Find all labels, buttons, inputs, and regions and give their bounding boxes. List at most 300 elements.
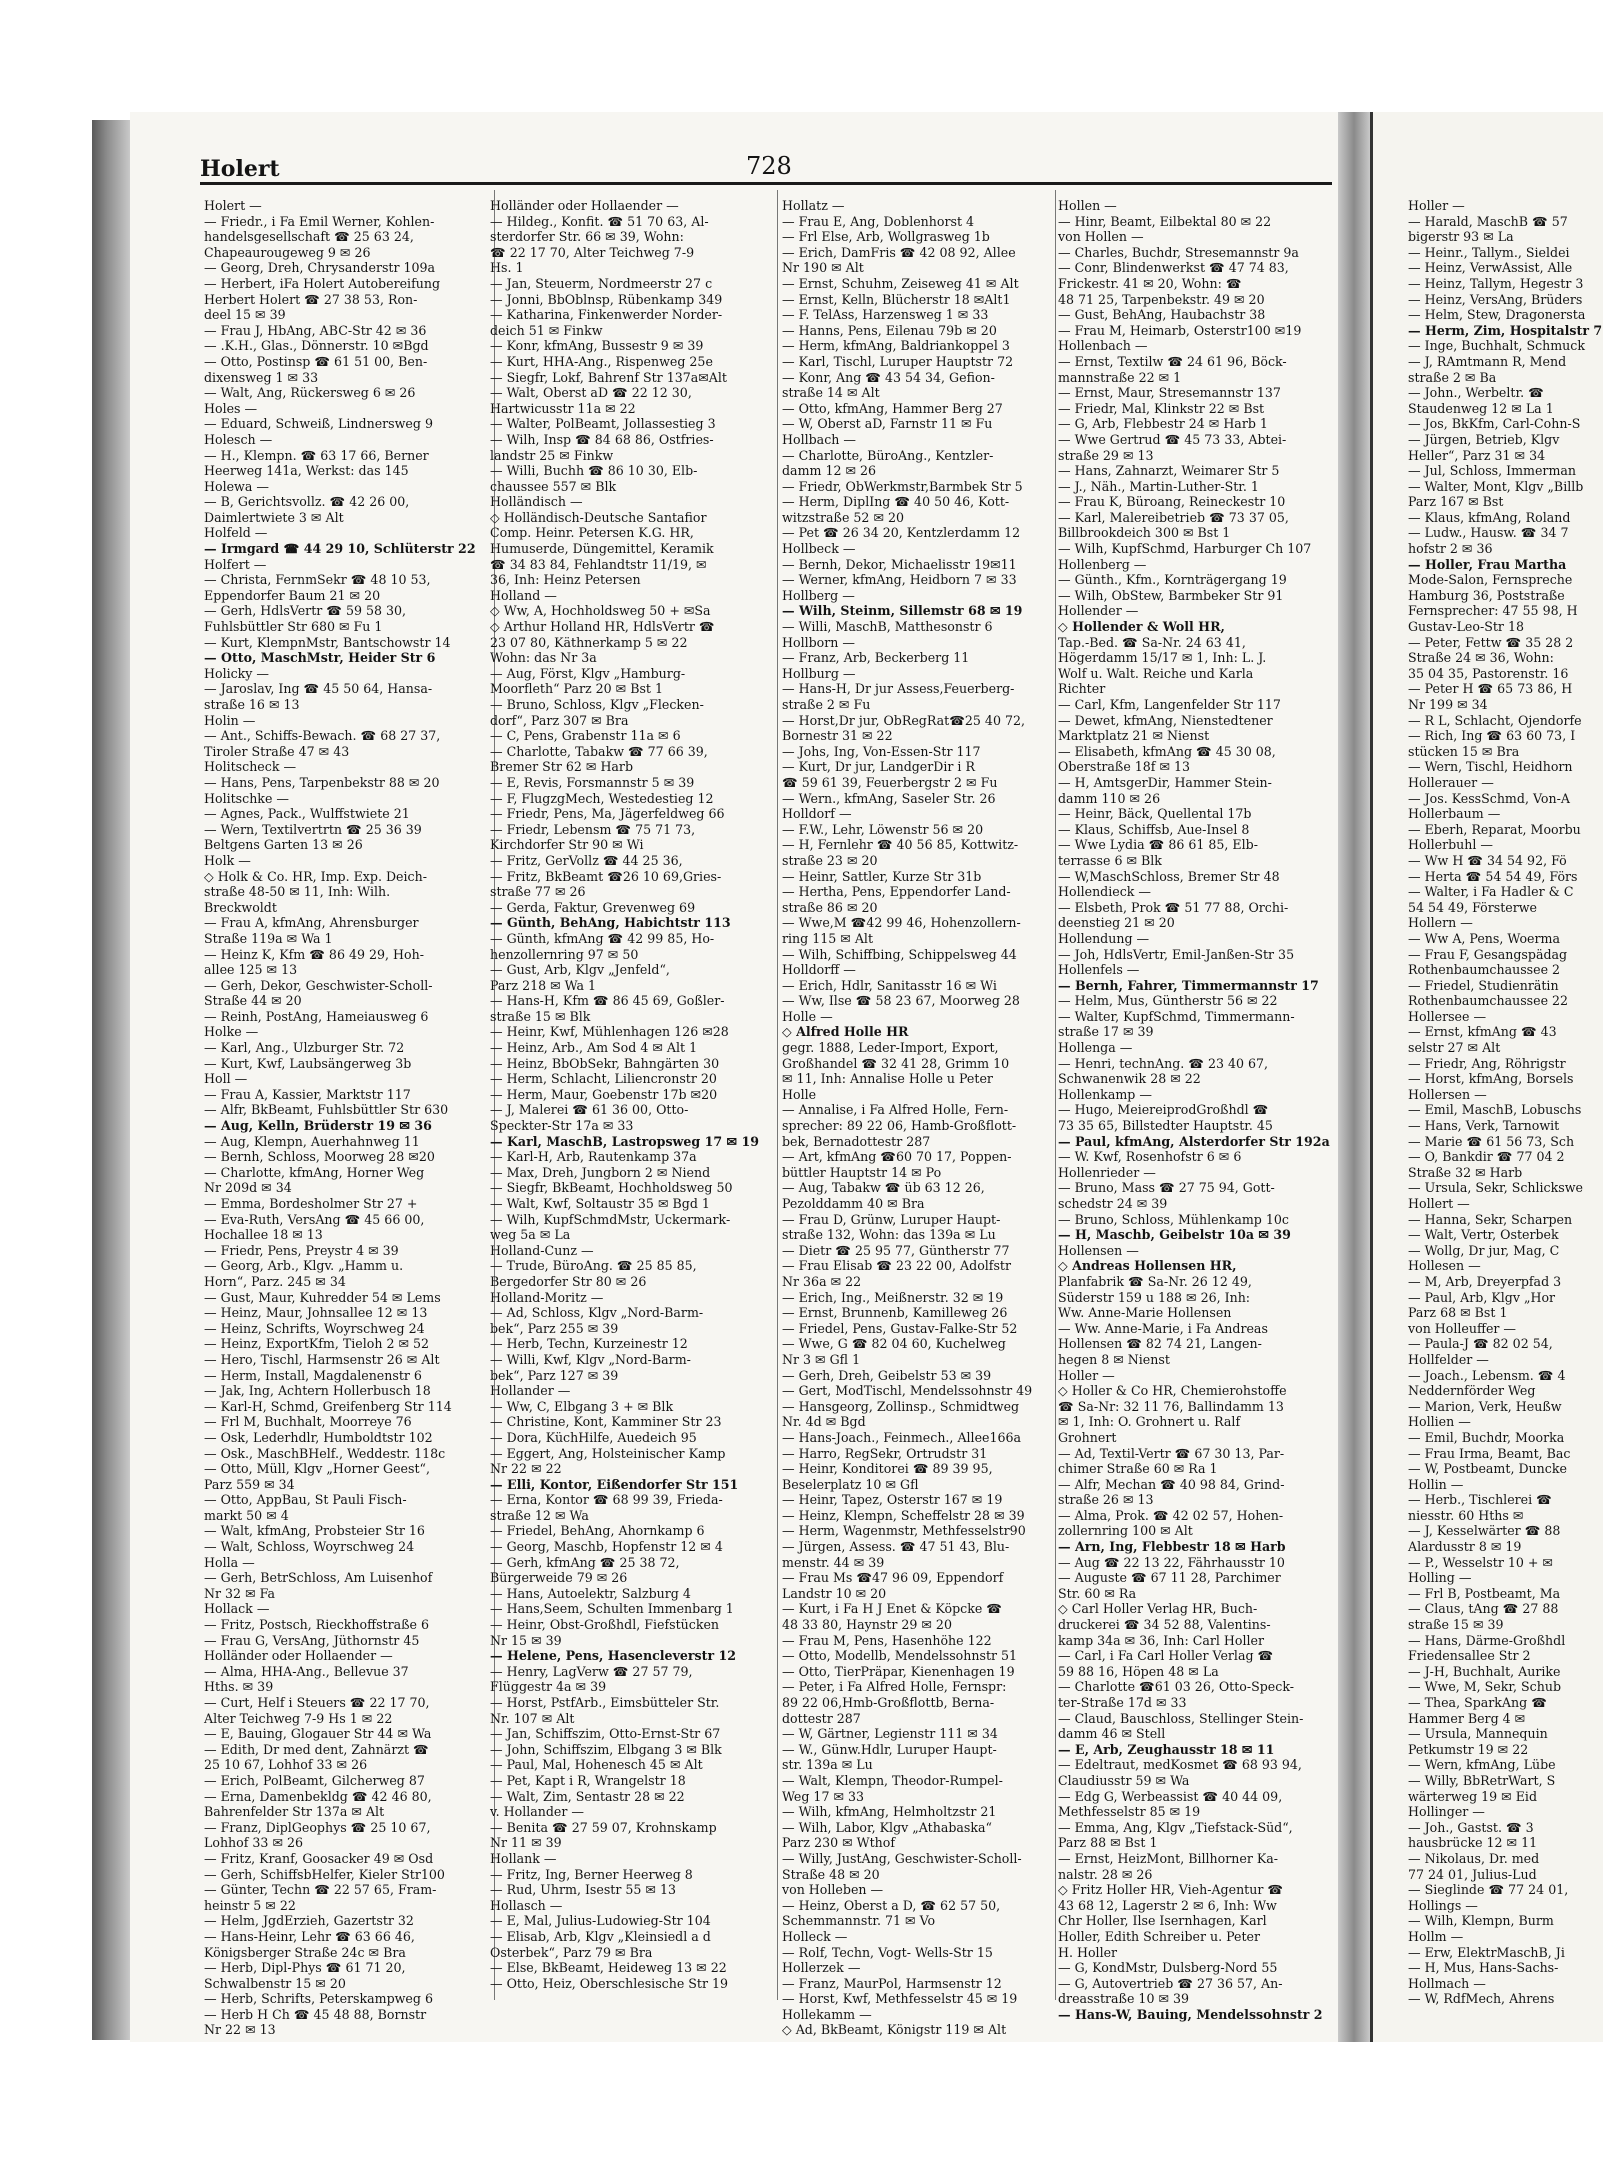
directory-line: — Aug, Kelln, Brüderstr 19 ✉ 36 <box>204 1118 432 1134</box>
directory-line: — W,MaschSchloss, Bremer Str 48 <box>1058 868 1280 884</box>
directory-line: — Günter, Techn ☎ 22 57 65, Fram- <box>204 1882 437 1898</box>
directory-line: hausbrücke 12 ✉ 11 <box>1408 1835 1538 1851</box>
directory-line: markt 50 ✉ 4 <box>204 1507 289 1523</box>
directory-line: — Konr, Ang ☎ 43 54 34, Gefion- <box>782 369 995 385</box>
directory-line: — Henry, LagVerw ☎ 27 57 79, <box>490 1663 693 1679</box>
directory-line: — Walt, Schloss, Woyrschweg 24 <box>204 1539 415 1555</box>
directory-line: — E, Arb, Zeughausstr 18 ✉ 11 <box>1058 1741 1275 1757</box>
directory-line: — Aug ☎ 22 13 22, Fährhausstr 10 <box>1058 1554 1285 1570</box>
directory-line: Hollerzek — <box>782 1960 861 1976</box>
directory-line: — Frl M, Buchhalt, Moorreye 76 <box>204 1414 412 1430</box>
directory-line: Neddernförder Weg <box>1408 1383 1536 1399</box>
directory-line: — Franz, MaurPol, Harmsenstr 12 <box>782 1975 1002 1991</box>
directory-line: Fernsprecher: 47 55 98, H <box>1408 603 1578 619</box>
directory-line: — Edeltraut, medKosmet ☎ 68 93 94, <box>1058 1757 1302 1773</box>
directory-line: — Erich, DamFris ☎ 42 08 92, Allee <box>782 244 1016 260</box>
page-number: 728 <box>746 152 792 180</box>
directory-line: Süderstr 159 u 188 ✉ 26, Inh: <box>1058 1289 1251 1305</box>
directory-line: — Heinz, Maur, Johnsallee 12 ✉ 13 <box>204 1305 428 1321</box>
directory-line: — Wilh, KupfSchmdMstr, Uckermark- <box>490 1211 731 1227</box>
directory-line: Holewa — <box>204 478 269 494</box>
directory-line: — Ursula, Mannequin <box>1408 1726 1548 1742</box>
directory-line: Weg 17 ✉ 33 <box>782 1788 865 1804</box>
directory-line: — Alma, HHA-Ang., Bellevue 37 <box>204 1663 409 1679</box>
directory-line: Nr 32 ✉ Fa <box>204 1585 276 1601</box>
directory-line: Holldorff — <box>782 962 856 978</box>
directory-line: Moorfleth“ Parz 20 ✉ Bst 1 <box>490 681 663 697</box>
directory-line: Holle <box>782 1086 817 1102</box>
directory-line: — Herb., Tischlerei ☎ <box>1408 1492 1552 1508</box>
directory-line: 54 54 49, Försterwe <box>1408 899 1537 915</box>
directory-line: Parz 559 ✉ 34 <box>204 1476 295 1492</box>
directory-line: — Wern, kfmAng, Lübe <box>1408 1757 1556 1773</box>
directory-line: — Erich, PolBeamt, Gilcherweg 87 <box>204 1772 425 1788</box>
directory-line: — Walter, i Fa Hadler & C <box>1408 884 1574 900</box>
directory-line: Holert — <box>204 198 262 213</box>
directory-line: Hollersen — <box>1408 1086 1487 1102</box>
directory-line: — Eggert, Ang, Holsteinischer Kamp <box>490 1445 726 1461</box>
directory-line: — Hans, Pens, Tarpenbekstr 88 ✉ 20 <box>204 774 440 790</box>
directory-line: — Friedel, BehAng, Ahornkamp 6 <box>490 1523 705 1539</box>
directory-line: Holk — <box>204 852 251 868</box>
directory-line: — Carl, i Fa Carl Holler Verlag ☎ <box>1058 1648 1274 1664</box>
directory-line: 48 71 25, Tarpenbekstr. 49 ✉ 20 <box>1058 291 1265 307</box>
directory-line: — Gerh, kfmAng ☎ 25 38 72, <box>490 1554 680 1570</box>
directory-line: — Jaroslav, Ing ☎ 45 50 64, Hansa- <box>204 681 433 697</box>
directory-line: — Wilh, kfmAng, Helmholtzstr 21 <box>782 1804 997 1820</box>
directory-line: — Ww A, Pens, Woerma <box>1408 930 1560 946</box>
directory-line: Hollenga — <box>1058 1040 1133 1056</box>
directory-line: H. Holler <box>1058 1944 1118 1960</box>
directory-line: — Heinr, Konditorei ☎ 89 39 95, <box>782 1461 993 1477</box>
directory-line: — Friedr, Ang, Röhrigstr <box>1408 1055 1566 1071</box>
directory-line: 77 24 01, Julius-Lud <box>1408 1866 1537 1882</box>
directory-line: 43 68 12, Lagerstr 2 ✉ 6, Inh: Ww <box>1058 1897 1277 1913</box>
directory-line: Pezolddamm 40 ✉ Bra <box>782 1196 925 1211</box>
directory-line: nalstr. 28 ✉ 26 <box>1058 1866 1153 1882</box>
directory-line: — Heinz, Tallym, Hegestr 3 <box>1408 275 1584 291</box>
directory-line: — Auguste ☎ 67 11 28, Parchimer <box>1058 1570 1281 1586</box>
directory-line: — Gert, ModTischl, Mendelssohnstr 49 <box>782 1383 1033 1399</box>
directory-line: — Arn, Ing, Flebbestr 18 ✉ Harb <box>1058 1539 1286 1555</box>
directory-line: Holland-Cunz — <box>490 1242 594 1258</box>
directory-line: — Hans, Därme-Großhdl <box>1408 1632 1566 1648</box>
directory-line: — Rud, Uhrm, Isestr 55 ✉ 13 <box>490 1882 676 1898</box>
directory-line: 36, Inh: Heinz Petersen <box>490 572 641 588</box>
directory-line: — Hans, Verk, Tarnowit <box>1408 1118 1560 1134</box>
directory-line: Chapeaurougeweg 9 ✉ 26 <box>204 244 371 260</box>
directory-line: — Hans-H, Kfm ☎ 86 45 69, Goßler- <box>490 993 725 1009</box>
directory-line: Rothenbaumchaussee 2 <box>1408 962 1561 978</box>
directory-line: Hollin — <box>1408 1476 1464 1492</box>
directory-line: Hollatz — <box>782 198 845 213</box>
directory-line: — Paul, Arb, Klgv „Hor <box>1408 1289 1556 1305</box>
directory-line: 23 07 80, Käthnerkamp 5 ✉ 22 <box>490 634 688 650</box>
directory-line: ☎ 59 61 39, Feuerbergstr 2 ✉ Fu <box>782 774 998 790</box>
directory-line: — Claud, Bauschloss, Stellinger Stein- <box>1058 1710 1304 1726</box>
directory-line: — Elsbeth, Prok ☎ 51 77 88, Orchi- <box>1058 899 1289 915</box>
directory-line: straße 48-50 ✉ 11, Inh: Wilh. <box>204 884 391 900</box>
directory-line: — E, Mal, Julius-Ludowieg-Str 104 <box>490 1913 711 1929</box>
directory-line: — G, KondMstr, Dulsberg-Nord 55 <box>1058 1960 1278 1976</box>
directory-line: — Fritz, Ing, Berner Heerweg 8 <box>490 1866 693 1882</box>
directory-line: — Ludw., Hausw. ☎ 34 7 <box>1408 525 1569 541</box>
directory-line: — W, Postbeamt, Duncke <box>1408 1461 1567 1477</box>
directory-line: Beselerplatz 10 ✉ Gfl <box>782 1476 919 1492</box>
directory-line: — Charles, Buchdr, Stresemannstr 9a <box>1058 244 1299 260</box>
directory-line: — E, Bauing, Glogauer Str 44 ✉ Wa <box>204 1726 432 1742</box>
directory-line: — Frau G, VersAng, Jüthornstr 45 <box>204 1632 420 1648</box>
directory-line: — Klaus, Schiffsb, Aue-Insel 8 <box>1058 821 1250 837</box>
directory-line: Hollensen — <box>1058 1242 1139 1258</box>
directory-line: — Ernst, Brunnenb, Kamilleweg 26 <box>782 1305 1008 1321</box>
directory-line: — Ernst, Maur, Stresemannstr 137 <box>1058 385 1281 401</box>
directory-line: — Helene, Pens, Hasencleverstr 12 <box>490 1648 736 1664</box>
directory-line: — Günth, BehAng, Habichtstr 113 <box>490 915 731 931</box>
directory-line: Friedensallee Str 2 <box>1408 1648 1531 1664</box>
directory-line: ◇ Carl Holler Verlag HR, Buch- <box>1058 1601 1258 1617</box>
directory-line: — Rich, Ing ☎ 63 60 73, I <box>1408 728 1576 744</box>
directory-line: — Carl, Kfm, Langenfelder Str 117 <box>1058 697 1281 712</box>
directory-line: — Edg G, Werbeassist ☎ 40 44 09, <box>1058 1788 1283 1804</box>
directory-line: Nr 190 ✉ Alt <box>782 260 864 276</box>
directory-line: — Frau M, Heimarb, Osterstr100 ✉19 <box>1058 322 1302 338</box>
directory-line: — Ernst, Kelln, Blücherstr 18 ✉Alt1 <box>782 291 1011 307</box>
directory-line: Hollenbach — <box>1058 338 1148 354</box>
directory-line: witzstraße 52 ✉ 20 <box>782 509 905 525</box>
directory-line: Nr 3 ✉ Gfl 1 <box>782 1351 861 1367</box>
directory-line: — Sieglinde ☎ 77 24 01, <box>1408 1882 1569 1898</box>
directory-line: Hollasch — <box>490 1897 563 1913</box>
directory-line: Högerdamm 15/17 ✉ 1, Inh: L. J. <box>1058 650 1267 666</box>
directory-line: — Wilh, KupfSchmd, Harburger Ch 107 <box>1058 541 1312 557</box>
directory-line: — Walt, Kwf, Soltaustr 35 ✉ Bgd 1 <box>490 1196 710 1211</box>
directory-line: ✉ 1, Inh: O. Grohnert u. Ralf <box>1058 1414 1241 1430</box>
directory-line: ◇ Ww, A, Hochholdsweg 50 + ✉Sa <box>490 603 711 619</box>
directory-line: — Kurt, HHA-Ang., Rispenweg 25e <box>490 353 713 369</box>
directory-line: straße 2 ✉ Ba <box>1408 369 1497 385</box>
directory-line: — Willi, Buchh ☎ 86 10 30, Elb- <box>490 463 698 479</box>
directory-line: — Marie ☎ 61 56 73, Sch <box>1408 1133 1575 1149</box>
directory-line: ◇ Ad, BkBeamt, Königstr 119 ✉ Alt <box>782 2022 1007 2038</box>
directory-line: — Herbert, iFa Holert Autobereifung <box>204 275 441 291</box>
directory-line: — Erna, Kontor ☎ 68 99 39, Frieda- <box>490 1492 723 1508</box>
directory-line: — W. Kwf, Rosenhofstr 6 ✉ 6 <box>1058 1149 1242 1165</box>
directory-line: Holitschke — <box>204 790 289 806</box>
directory-line: — Wern, Tischl, Heidhorn <box>1408 759 1573 775</box>
directory-line: — Herm, Zim, Hospitalstr 7 <box>1408 322 1603 338</box>
directory-line: — Ursula, Sekr, Schlickswe <box>1408 1180 1583 1196</box>
directory-line: henzollernring 97 ✉ 50 <box>490 946 639 962</box>
directory-line: — Jos, BkKfm, Carl-Cohn-S <box>1408 416 1581 432</box>
directory-line: ◇ Hollender & Woll HR, <box>1058 619 1225 635</box>
directory-line: Holke — <box>204 1024 259 1040</box>
directory-line: — Edith, Dr med dent, Zahnärzt ☎ <box>204 1741 429 1757</box>
directory-line: Beltgens Garten 13 ✉ 26 <box>204 837 363 853</box>
directory-line: Holicky — <box>204 665 270 681</box>
directory-line: — O, Bankdir ☎ 77 04 2 <box>1408 1149 1565 1165</box>
directory-line: Bürgerweide 79 ✉ 26 <box>490 1570 628 1586</box>
directory-line: — Peter, Fettw ☎ 35 28 2 <box>1408 634 1574 650</box>
directory-line: — Frau Ms ☎47 96 09, Eppendorf <box>782 1570 1004 1586</box>
directory-line: Parz 88 ✉ Bst 1 <box>1058 1835 1158 1851</box>
directory-line: — Frau M, Pens, Hasenhöhe 122 <box>782 1632 992 1648</box>
directory-line: — W, Gärtner, Legienstr 111 ✉ 34 <box>782 1726 998 1742</box>
directory-line: — Heinz, Schrifts, Woyrschweg 24 <box>204 1320 425 1336</box>
directory-line: Parz 230 ✉ Wthof <box>782 1835 896 1851</box>
directory-line: Parz 167 ✉ Bst <box>1408 494 1504 510</box>
directory-line: — Osk., MaschBHelf., Weddestr. 118c <box>204 1445 446 1461</box>
directory-line: Parz 68 ✉ Bst 1 <box>1408 1305 1508 1321</box>
directory-line: — Friedr, ObWerkmstr,Barmbek Str 5 <box>782 478 1023 494</box>
directory-line: — Hero, Tischl, Harmsenstr 26 ✉ Alt <box>204 1351 440 1367</box>
directory-line: — Helm, JgdErzieh, Gazertstr 32 <box>204 1913 414 1929</box>
directory-line: ◇ Arthur Holland HR, HdlsVertr ☎ <box>490 619 715 635</box>
directory-line: — Horst, kfmAng, Borsels <box>1408 1071 1574 1087</box>
directory-line: — Kurt, i Fa H J Enet & Köpcke ☎ <box>782 1601 1002 1617</box>
directory-line: — Wwe Gertrud ☎ 45 73 33, Abtei- <box>1058 431 1287 447</box>
directory-line: — Pet, Kapt i R, Wrangelstr 18 <box>490 1772 686 1788</box>
directory-line: Holland-Moritz — <box>490 1289 604 1305</box>
directory-line: 89 22 06,Hmb-Großflottb, Berna- <box>782 1695 995 1710</box>
directory-line: — M, Arb, Dreyerpfad 3 <box>1408 1273 1562 1289</box>
directory-line: — Bernh, Dekor, Michaelisstr 19✉11 <box>782 556 1017 572</box>
directory-line: — Heinr, Obst-Großhdl, Fiefstücken <box>490 1617 720 1633</box>
directory-line: ◇ Andreas Hollensen HR, <box>1058 1258 1237 1274</box>
directory-line: Hths. ✉ 39 <box>204 1679 274 1695</box>
directory-line: Hollenkamp — <box>1058 1086 1152 1102</box>
directory-line: Holldorf — <box>782 806 852 822</box>
directory-line: — H, Mus, Hans-Sachs- <box>1408 1960 1559 1976</box>
directory-line: Holling — <box>1408 1570 1472 1586</box>
directory-line: — Siegfr, Lokf, Bahrenf Str 137a✉Alt <box>490 369 727 385</box>
directory-line: — Gust, Maur, Kuhredder 54 ✉ Lems <box>204 1289 441 1305</box>
directory-line: — Eberh, Reparat, Moorbu <box>1408 821 1581 837</box>
directory-line: — Eduard, Schweiß, Lindnersweg 9 <box>204 416 433 432</box>
directory-line: — Frau E, Ang, Doblenhorst 4 <box>782 213 975 229</box>
directory-line: bek“, Parz 255 ✉ 39 <box>490 1320 619 1336</box>
directory-line: — Helm, Mus, Güntherstr 56 ✉ 22 <box>1058 993 1278 1009</box>
directory-line: — Heinz, BbObSekr, Bahngärten 30 <box>490 1055 720 1071</box>
directory-line: damm 110 ✉ 26 <box>1058 790 1161 806</box>
directory-line: Hollbach — <box>782 431 856 447</box>
directory-line: Holle — <box>782 1008 833 1024</box>
directory-line: — Günth, kfmAng ☎ 42 99 85, Ho- <box>490 930 715 946</box>
directory-line: Hollburg — <box>782 665 856 681</box>
directory-line: Hollensen ☎ 82 74 21, Langen- <box>1058 1336 1262 1352</box>
directory-line: Holländer oder Hollaender — <box>204 1648 393 1664</box>
directory-column-2 <box>490 198 772 2008</box>
directory-line: — Emil, Buchdr, Moorka <box>1408 1429 1565 1445</box>
directory-line: — Bruno, Mass ☎ 27 75 94, Gott- <box>1058 1180 1275 1196</box>
directory-line: — Ernst, HeizMont, Billhorner Ka- <box>1058 1850 1279 1866</box>
directory-line: — Kurt, Dr jur, LandgerDir i R <box>782 759 975 775</box>
directory-line: — Hertha, Pens, Eppendorfer Land- <box>782 884 1011 900</box>
directory-line: — Heinz, Klempn, Scheffelstr 28 ✉ 39 <box>782 1507 1025 1523</box>
directory-line: — Ww, Ilse ☎ 58 23 67, Moorweg 28 <box>782 993 1020 1009</box>
directory-line: — B, Gerichtsvollz. ☎ 42 26 00, <box>204 494 410 510</box>
directory-line: Flüggestr 4a ✉ 39 <box>490 1679 607 1695</box>
directory-line: — Alfr, Mechan ☎ 40 98 84, Grind- <box>1058 1476 1285 1492</box>
directory-line: — Heinr, Kwf, Mühlenhagen 126 ✉28 <box>490 1024 729 1040</box>
directory-line: — Max, Dreh, Jungborn 2 ✉ Niend <box>490 1164 711 1180</box>
directory-line: Straße 24 ✉ 36, Wohn: <box>1408 650 1554 666</box>
directory-line: Heerweg 141a, Werkst: das 145 <box>204 463 409 479</box>
directory-line: Wolf u. Walt. Reiche und Karla <box>1058 665 1254 681</box>
directory-line: — Jonni, BbOblnsp, Rübenkamp 349 <box>490 291 723 307</box>
directory-line: — Karl-H, Schmd, Greifenberg Str 114 <box>204 1398 452 1414</box>
directory-line: Hartwicusstr 11a ✉ 22 <box>490 400 636 416</box>
directory-line: Bergedorfer Str 80 ✉ 26 <box>490 1273 647 1289</box>
directory-line: Staudenweg 12 ✉ La 1 <box>1408 400 1554 416</box>
directory-line: — Wern., kfmAng, Saseler Str. 26 <box>782 790 996 806</box>
directory-line: Horn“, Parz. 245 ✉ 34 <box>204 1273 346 1289</box>
directory-line: selstr 27 ✉ Alt <box>1408 1040 1501 1056</box>
directory-line: damm 46 ✉ Stell <box>1058 1726 1166 1742</box>
directory-line: Holler — <box>1408 198 1465 213</box>
directory-line: — Heinz, Oberst a D, ☎ 62 57 50, <box>782 1897 1001 1913</box>
directory-line: — Walter, Mont, Klgv „Billb <box>1408 478 1584 494</box>
directory-line: Hollert — <box>1408 1196 1470 1211</box>
directory-line: — Elisab, Arb, Klgv „Kleinsiedl a d <box>490 1928 711 1944</box>
directory-line: — Walt, Oberst aD ☎ 22 12 30, <box>490 385 692 401</box>
directory-line: — Heinz K, Kfm ☎ 86 49 29, Hoh- <box>204 946 424 962</box>
directory-line: dixensweg 1 ✉ 33 <box>204 369 319 385</box>
directory-line: — Wwe Lydia ☎ 86 61 85, Elb- <box>1058 837 1258 853</box>
directory-line: — Fritz, GerVollz ☎ 44 25 36, <box>490 852 683 868</box>
directory-line: Fuhlsbüttler Str 680 ✉ Fu 1 <box>204 619 383 635</box>
directory-line: chimer Straße 60 ✉ Ra 1 <box>1058 1461 1218 1477</box>
directory-line: Speckter-Str 17a ✉ 33 <box>490 1118 634 1134</box>
directory-line: — Wilh, ObStew, Barmbeker Str 91 <box>1058 587 1284 603</box>
directory-line: — Otto, Müll, Klgv „Horner Geest“, <box>204 1461 430 1477</box>
directory-line: — Jürgen, Assess. ☎ 47 51 43, Blu- <box>782 1539 1010 1555</box>
directory-line: — Peter H ☎ 65 73 86, H <box>1408 681 1573 697</box>
directory-line: Hollank — <box>490 1850 557 1866</box>
directory-line: — Frau F, Gesangspädag <box>1408 946 1568 962</box>
directory-line: — Charlotte, kfmAng, Horner Weg <box>204 1164 425 1180</box>
directory-line: — Herm, DiplIng ☎ 40 50 46, Kott- <box>782 494 1010 510</box>
directory-line: Schwanenwik 28 ✉ 22 <box>1058 1071 1201 1087</box>
directory-line: — H, Maschb, Geibelstr 10a ✉ 39 <box>1058 1227 1291 1243</box>
directory-line: — Wilh, Klempn, Burm <box>1408 1913 1554 1929</box>
directory-line: — Claus, tAng ☎ 27 88 <box>1408 1601 1559 1617</box>
directory-line: Chr Holler, Ilse Isernhagen, Karl <box>1058 1913 1267 1929</box>
directory-line: 35 04 35, Pastorenstr. 16 <box>1408 665 1569 681</box>
directory-line: — Wwe, M, Sekr, Schub <box>1408 1679 1561 1695</box>
directory-line: — Hinr, Beamt, Eilbektal 80 ✉ 22 <box>1058 213 1272 229</box>
directory-line: — Jul, Schloss, Immerman <box>1408 463 1577 479</box>
directory-line: — Karl, Tischl, Luruper Hauptstr 72 <box>782 353 1014 369</box>
directory-line: — Fritz, BkBeamt ☎26 10 69,Gries- <box>490 868 722 884</box>
directory-line: — Heinr., Tallym., Sieldei <box>1408 244 1570 260</box>
directory-line: 48 33 80, Haynstr 29 ✉ 20 <box>782 1617 952 1633</box>
directory-line: — Frau J, HbAng, ABC-Str 42 ✉ 36 <box>204 322 427 338</box>
directory-line: — Heinz, Arb., Am Sod 4 ✉ Alt 1 <box>490 1040 698 1056</box>
directory-line: niesstr. 60 Hths ✉ <box>1408 1507 1524 1523</box>
page-gutter <box>1338 112 1370 2042</box>
directory-line: weg 5a ✉ La <box>490 1227 571 1243</box>
directory-line: — Georg, Maschb, Hopfenstr 12 ✉ 4 <box>490 1539 723 1555</box>
directory-line: Parz 218 ✉ Wa 1 <box>490 977 597 993</box>
directory-line: — Friedr, Pens, Preystr 4 ✉ 39 <box>204 1242 399 1258</box>
column-divider <box>777 190 778 2000</box>
directory-line: — Willy, BbRetrWart, S <box>1408 1772 1556 1788</box>
directory-line: stücken 15 ✉ Bra <box>1408 743 1520 759</box>
directory-line: Straße 32 ✉ Harb <box>1408 1164 1523 1180</box>
directory-line: — Elisabeth, kfmAng ☎ 45 30 08, <box>1058 743 1276 759</box>
directory-line: — Joh., Gastst. ☎ 3 <box>1408 1819 1534 1835</box>
directory-line: str. 139a ✉ Lu <box>782 1757 873 1773</box>
directory-line: — Fritz, Postsch, Rieckhoffstraße 6 <box>204 1617 430 1633</box>
directory-line: Schwalbenstr 15 ✉ 20 <box>204 1975 346 1991</box>
directory-line: — Frl B, Postbeamt, Ma <box>1408 1585 1561 1601</box>
directory-line: — Irmgard ☎ 44 29 10, Schlüterstr 22 <box>204 541 476 557</box>
directory-line: ◇ Holk & Co. HR, Imp. Exp. Deich- <box>204 868 427 884</box>
directory-line: — Georg, Arb., Klgv. „Hamm u. <box>204 1258 404 1274</box>
directory-line: — Franz, DiplGeophys ☎ 25 10 67, <box>204 1819 431 1835</box>
directory-line: — Paul, Mal, Hohenesch 45 ✉ Alt <box>490 1757 703 1773</box>
directory-line: — Heinr, Bäck, Quellental 17b <box>1058 806 1252 822</box>
directory-line: Nr 199 ✉ 34 <box>1408 697 1488 712</box>
directory-line: — Walter, KupfSchmd, Timmermann- <box>1058 1008 1295 1024</box>
directory-line: — Fritz, Kranf, Goosacker 49 ✉ Osd <box>204 1850 434 1866</box>
directory-line: Hollander — <box>490 1383 571 1399</box>
directory-line: — Wilh, Labor, Klgv „Athabaska“ <box>782 1819 992 1835</box>
directory-line: Nr 36a ✉ 22 <box>782 1273 862 1289</box>
directory-line: — J-H, Buchhalt, Aurike <box>1408 1663 1561 1679</box>
directory-line: Frickestr. 41 ✉ 20, Wohn: ☎ <box>1058 275 1242 291</box>
directory-line: — Willy, JustAng, Geschwister-Scholl- <box>782 1850 1022 1866</box>
directory-line: — .K.H., Glas., Dönnerstr. 10 ✉Bgd <box>204 338 429 354</box>
directory-line: Hollerbaum — <box>1408 806 1501 822</box>
directory-line: Claudiusstr 59 ✉ Wa <box>1058 1772 1190 1788</box>
directory-line: Mode-Salon, Fernspreche <box>1408 572 1573 588</box>
directory-line: — Jak, Ing, Achtern Hollerbusch 18 <box>204 1383 431 1399</box>
directory-line: chaussee 557 ✉ Blk <box>490 478 617 494</box>
directory-line: Hollerauer — <box>1408 774 1494 790</box>
directory-line: Landstr 10 ✉ 20 <box>782 1585 887 1601</box>
directory-line: menstr. 44 ✉ 39 <box>782 1554 885 1570</box>
directory-line: straße 29 ✉ 13 <box>1058 447 1154 463</box>
directory-line: Holl — <box>204 1071 248 1087</box>
directory-line: — Herb H Ch ☎ 45 48 88, Bornstr <box>204 2006 427 2022</box>
directory-line: — Friedel, Studienrätin <box>1408 977 1559 993</box>
directory-line: — Marion, Verk, Heußw <box>1408 1398 1562 1414</box>
directory-line: deel 15 ✉ 39 <box>204 307 286 323</box>
directory-line: 25 10 67, Lohhof 33 ✉ 26 <box>204 1757 368 1773</box>
directory-line: — Otto, Modellb, Mendelssohnstr 51 <box>782 1648 1018 1664</box>
directory-line: Hollendung — <box>1058 930 1150 946</box>
directory-line: — Herb, Dipl-Phys ☎ 61 71 20, <box>204 1960 406 1976</box>
directory-line: — J, RAmtmann R, Mend <box>1408 353 1567 369</box>
directory-line: deenstieg 21 ✉ 20 <box>1058 915 1175 931</box>
directory-line: schedstr 24 ✉ 39 <box>1058 1196 1168 1211</box>
directory-line: — H., Klempn. ☎ 63 17 66, Berner <box>204 447 429 463</box>
directory-line: Hollborn — <box>782 634 855 650</box>
directory-line: — Herb, Schrifts, Peterskampweg 6 <box>204 1991 433 2007</box>
directory-line: — Ant., Schiffs-Bewach. ☎ 68 27 37, <box>204 728 441 744</box>
directory-line: ✉ 11, Inh: Annalise Holle u Peter <box>782 1071 993 1087</box>
directory-line: — Wwe, G ☎ 82 04 60, Kuchelweg <box>782 1336 1006 1352</box>
directory-line: zollernring 100 ✉ Alt <box>1058 1523 1193 1539</box>
directory-line: — Heinz, ExportKfm, Tieloh 2 ✉ 52 <box>204 1336 430 1352</box>
directory-line: — Hans-W, Bauing, Mendelssohnstr 2 <box>1058 2006 1323 2022</box>
directory-line: — Gerda, Faktur, Grevenweg 69 <box>490 899 696 915</box>
directory-line: Nr 22 ✉ 13 <box>204 2022 276 2038</box>
directory-line: — Heinr, Tapez, Osterstr 167 ✉ 19 <box>782 1492 1003 1508</box>
directory-line: — Hanna, Sekr, Scharpen <box>1408 1211 1573 1227</box>
